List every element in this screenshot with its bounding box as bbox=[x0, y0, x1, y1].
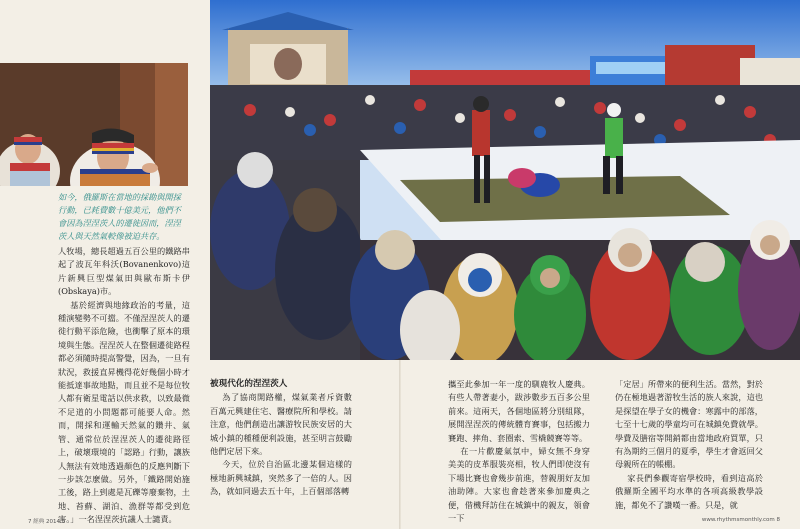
photo-caption: 如今，俄羅斯在當地的採勘與開採行動，已耗費數十億美元，他們不會因為涅涅茨人的遷徙因而，涅涅茨人與天然氣較像被迫共存。 bbox=[58, 192, 181, 241]
paragraph: 為了協商開路權，煤氣業者斥資數百萬元興建住宅、醫療院所和學校。請注意，他們創造出讓游牧民族安居的大城小鎮的種種便利設施，甚至明言鼓勵他們定居下來。 bbox=[210, 392, 352, 457]
text-column-1 bbox=[58, 245, 190, 527]
paragraph: 在一片歡慶氣氛中，婦女無不身穿美美的皮革服裝亮相，牧人們即使沒有下場比賽也會幾步前進，替親朋好友加油助陣。大家也會趁著來參加慶典之便，借機拜訪住在城鎮中的親友，領會一下 bbox=[448, 446, 590, 524]
text-column-4 bbox=[615, 378, 763, 512]
footer-left: 7 經典 2014.8 bbox=[28, 519, 66, 525]
paragraph: 基於經濟與地緣政治的考量，這種演變勢不可擋。不僅涅涅茨人的遷徙行動平添危險，也衝擊了原本的環境與生態。涅涅茨人在整個遷徙路程都必須隨時提高警覺，因為，一旦有狀況，救援直昇機得花好幾個小時才能抵達事故地點，而且並不是每位牧人都有衛星電話以供求救，以致最微不足道的小問題都可能要人命。然而，開採和運輸天然氣的鑽井、氣管、通常位於涅涅茨人的遷徙路徑上，破壞環境的「認路」行動，讓族人無法有效地透過顏色的反應判斷下一步該怎麼做。另外，「鐵路開始施工後，路上到處是瓦礫等廢棄物，土地、苔蘚、湖泊、漁群等都受到危害。」一名涅涅茨抗議人士譴責。 bbox=[58, 299, 190, 525]
photo-nenets-girls bbox=[0, 63, 188, 186]
paragraph: 攜至此參加一年一度的馴鹿牧人慶典。有些人帶著妻小，跋涉數步五百多公里前來。這兩天，各個地區將分別組隊，展開涅涅茨的傳統體育賽事，包括搬力賽跑、摔角、套圈索、雪橇競賽等等。 bbox=[448, 379, 590, 443]
paragraph: 家長們參觀寄宿學校時，看到這高於俄羅斯全國平均水準的各項高級教學設施，都免不了讚嘆一番。只是，就 bbox=[615, 472, 763, 510]
text-column-3 bbox=[448, 378, 590, 525]
paragraph: 人牧場，總長超過五百公里的鐵路串起了波瓦年科沃(Bovanenkovo)這片新興巨型煤氣田與歐布斯卡伊(Obskaya)市。 bbox=[58, 246, 190, 297]
paragraph: 「定居」所帶來的便利生活。當然，對於仍在極地過著游牧生活的族人來說，這也是探望在學子女的機會：寒露中的部落，七至十七歲的學童均可在城鎮免費就學。學費及膳宿等開銷都由當地政府買單，只有為期約三個月的夏季，學生才會返回父母親所在的帳棚。 bbox=[615, 379, 763, 470]
text-column-2 bbox=[210, 378, 352, 499]
footer-right: www.rhythmsmonthly.com 8 bbox=[701, 517, 780, 523]
section-subhead: 被現代化的涅涅茨人 bbox=[210, 379, 288, 389]
paragraph: 今天，位於自治區北邊某個這樣的極地新興城鎮，突然多了一倍的人。因為，就如同過去五十年，上百個部落轉 bbox=[210, 459, 352, 497]
photo-reindeer-festival bbox=[210, 0, 800, 360]
